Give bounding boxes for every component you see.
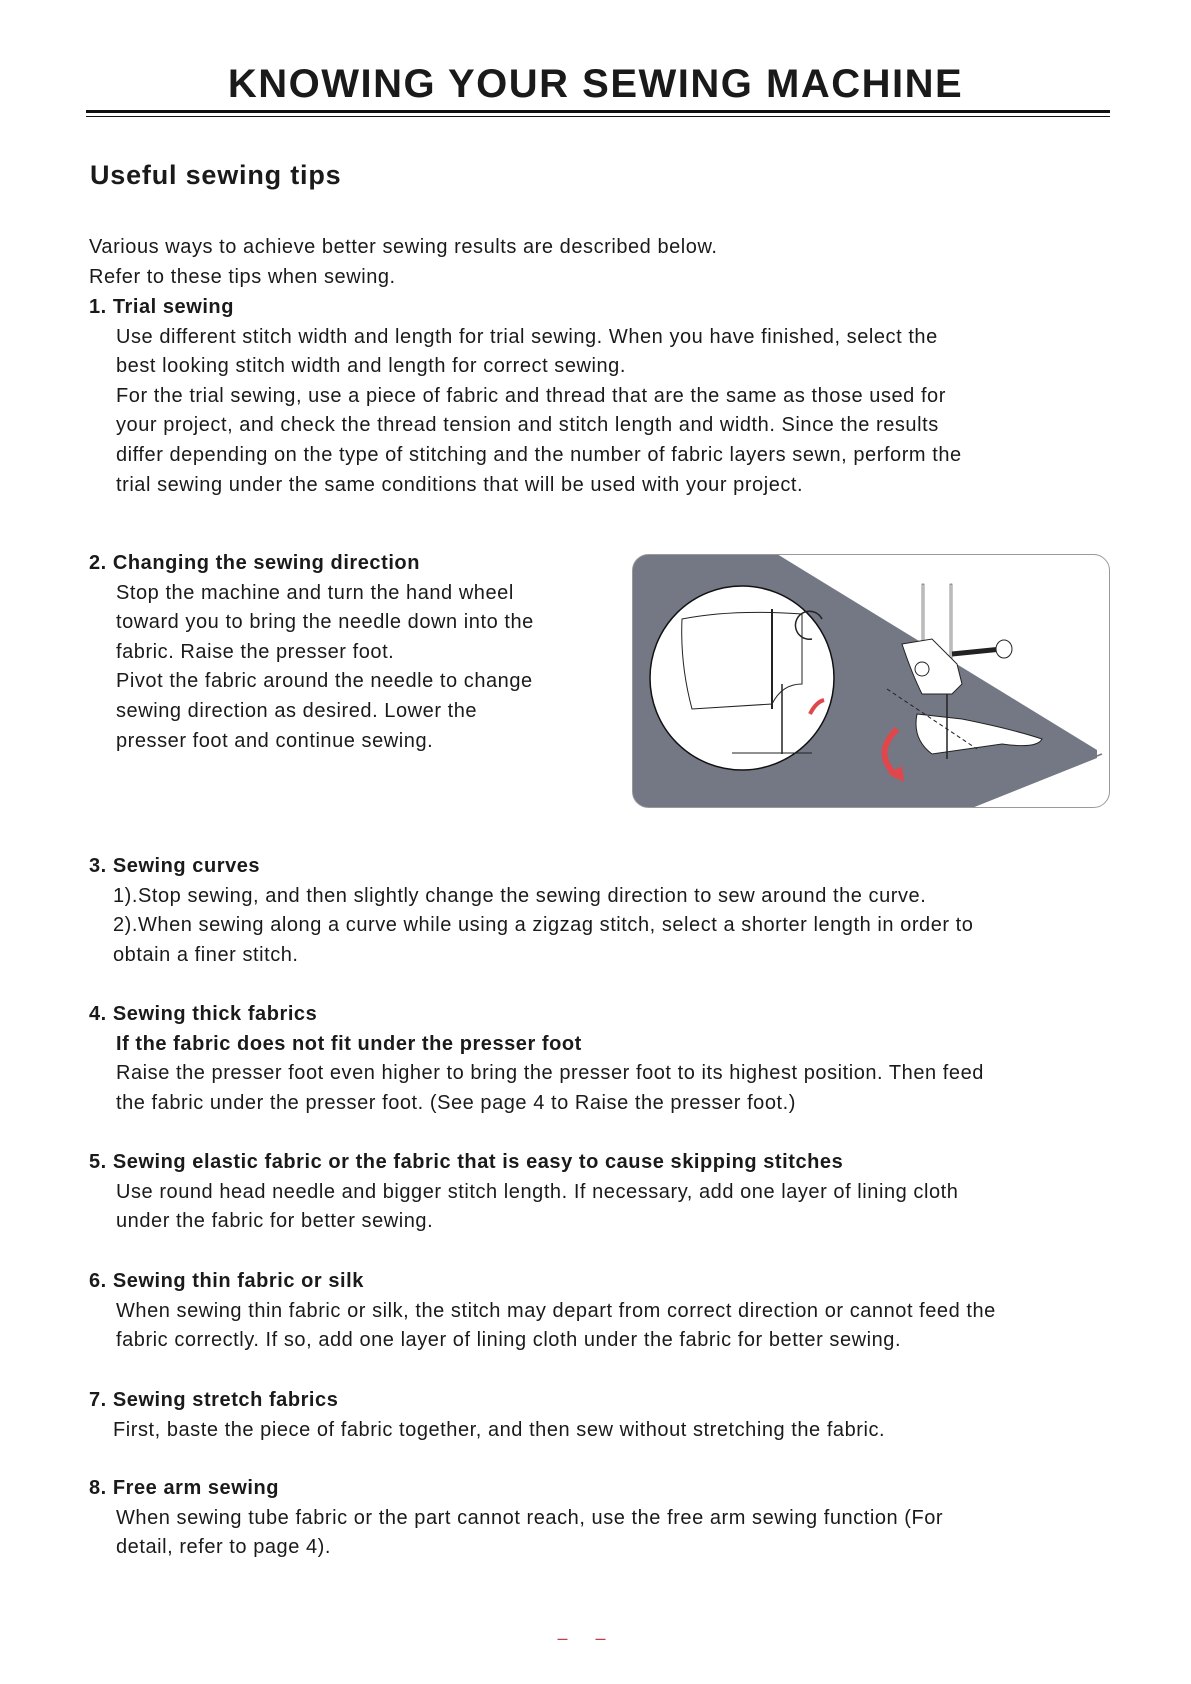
tip-line: presser foot and continue sewing. xyxy=(116,729,434,752)
pivot-fabric-illustration xyxy=(632,554,1110,808)
tip-heading: 6. Sewing thin fabric or silk xyxy=(89,1270,364,1292)
intro xyxy=(89,233,717,292)
tip-heading: 3. Sewing curves xyxy=(89,855,261,877)
tip-line: Use different stitch width and length for trial sewing. When you have finished, select the xyxy=(116,325,938,348)
tip-heading: 8. Free arm sewing xyxy=(89,1477,279,1499)
page-number-marker: –– xyxy=(557,1628,634,1648)
tip-heading: 7. Sewing stretch fabrics xyxy=(89,1389,339,1411)
tip-5 xyxy=(89,1148,958,1237)
tip-heading: 5. Sewing elastic fabric or the fabric that is easy to cause skipping stitches xyxy=(89,1151,844,1173)
tip-7 xyxy=(89,1386,885,1445)
tip-heading: 1. Trial sewing xyxy=(89,296,234,318)
tip-line: differ depending on the type of stitching and the number of fabric layers sewn, perform the xyxy=(116,443,962,466)
tip-line: trial sewing under the same conditions that will be used with your project. xyxy=(116,473,804,496)
intro-line: Refer to these tips when sewing. xyxy=(89,265,396,288)
tip-line: Raise the presser foot even higher to bring the presser foot to its highest position. Then feed xyxy=(116,1062,984,1085)
tip-2 xyxy=(89,549,534,756)
tip-line: Stop the machine and turn the hand wheel xyxy=(116,581,514,604)
tip-heading: 2. Changing the sewing direction xyxy=(89,552,420,574)
tip-line: For the trial sewing, use a piece of fabric and thread that are the same as those used for xyxy=(116,384,946,407)
tip-3 xyxy=(89,852,973,970)
tip-8 xyxy=(89,1474,943,1563)
tip-1 xyxy=(89,293,962,500)
tip-line: Pivot the fabric around the needle to change xyxy=(116,670,533,693)
tip-line: fabric correctly. If so, add one layer of lining cloth under the fabric for better sewing. xyxy=(116,1329,902,1352)
tip-line: detail, refer to page 4). xyxy=(116,1536,331,1559)
tip-line: When sewing thin fabric or silk, the stitch may depart from correct direction or cannot feed the xyxy=(116,1299,996,1322)
title-rule-thin xyxy=(86,116,1110,117)
tip-line: fabric. Raise the presser foot. xyxy=(116,640,395,663)
tip-heading: 4. Sewing thick fabrics xyxy=(89,1003,318,1025)
tip-6 xyxy=(89,1267,996,1356)
tip-line: the fabric under the presser foot. (See page 4 to Raise the presser foot.) xyxy=(116,1091,796,1114)
intro-line: Various ways to achieve better sewing results are described below. xyxy=(89,236,718,258)
tip-line: 2).When sewing along a curve while using a zigzag stitch, select a shorter length in order to xyxy=(113,914,974,937)
tip-line: 1).Stop sewing, and then slightly change the sewing direction to sew around the curve. xyxy=(113,884,927,907)
tip-line: toward you to bring the needle down into the xyxy=(116,611,534,634)
tip-4 xyxy=(89,1000,984,1118)
tip-line: Use round head needle and bigger stitch length. If necessary, add one layer of lining cloth xyxy=(116,1180,959,1203)
tip-line: First, baste the piece of fabric together, and then sew without stretching the fabric. xyxy=(113,1418,886,1441)
tip-line: under the fabric for better sewing. xyxy=(116,1210,434,1233)
tip-line: sewing direction as desired. Lower the xyxy=(116,699,478,722)
section-title: Useful sewing tips xyxy=(90,160,342,190)
title-rule-thick xyxy=(86,110,1110,113)
tip-line: When sewing tube fabric or the part cannot reach, use the free arm sewing function (For xyxy=(116,1506,944,1529)
tip-line: best looking stitch width and length for correct sewing. xyxy=(116,355,626,378)
tip-line: obtain a finer stitch. xyxy=(113,943,299,966)
tip-line: your project, and check the thread tension and stitch length and width. Since the results xyxy=(116,414,939,437)
tip-subheading: If the fabric does not fit under the presser foot xyxy=(116,1032,582,1055)
page-title: KNOWING YOUR SEWING MACHINE xyxy=(227,62,964,106)
